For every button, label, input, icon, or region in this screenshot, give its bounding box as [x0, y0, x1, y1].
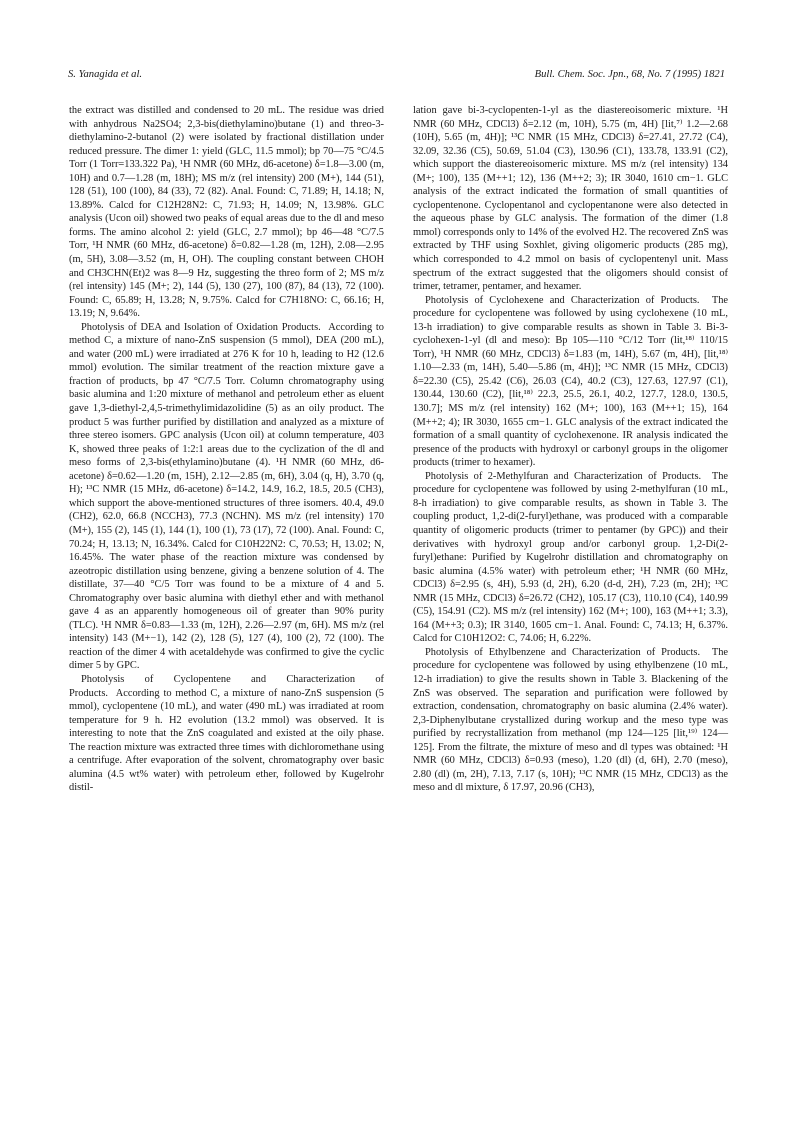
section-heading: Photolysis of DEA and Isolation of Oxidation Products. [81, 321, 321, 333]
left-column [69, 104, 384, 795]
paragraph [69, 104, 384, 321]
section-heading: Photolysis of Cyclopentene and Characterization of Products. [69, 673, 384, 699]
section-heading: Photolysis of Cyclohexene and Characterization of Products. [425, 294, 700, 306]
section [413, 470, 728, 646]
paragraph [413, 104, 728, 294]
section [69, 321, 384, 673]
paragraph-text: the extract was distilled and condensed to 20 mL. The residue was dried with anhydrous Na2SO4; 2,3-bis(diethylamino)butane (1) and threo-3-diethylamino-2-butanol (2) were isolated by fractional distillation under reduced pressure. The dimer 1: yield (GLC, 11.5 mmol); bp 70—75 °C/4.5 Torr (1 Torr=133.322 Pa), ¹H NMR (60 MHz, d6-acetone) δ=1.8—3.00 (m, 10H) and 0.7—1.28 (m, 18H); MS m/z (rel intensity) 200 (M+), 144 (51), 128 (51), 100 (100), 84 (33), 72 (82). Anal. Found: C, 71.89; H, 14.18; N, 13.89%. Calcd for C12H28N2: C, 71.93; H, 14.09; N, 13.98%. GLC analysis (Ucon oil) showed two peaks of equal areas due to the dl and meso forms. The amino alcohol 2: yield (GLC, 2.7 mmol); bp 46—48 °C/7.5 Torr, ¹H NMR (60 MHz, d6-acetone) δ=0.82—1.28 (m, 12H), 2.08—2.95 (m, 5H), 3.08—3.52 (m, H, OH). The coupling constant between CHOH and CH3CHN(Et)2 was 8—9 Hz, suggesting the threo form of 2; MS m/z (rel intensity) 145 (M+; 2), 144 (5), 130 (27), 100 (87), 84 (13), 72 (100). Found: C, 65.89; H, 13.28; N, 9.75%. Calcd for C7H18NO: C, 66.16; H, 13.19; N, 9.64%. [69, 105, 384, 320]
header-journal: Bull. Chem. Soc. Jpn., 68, No. 7 (1995) 1821 [534, 69, 725, 80]
section-text: According to method C, a mixture of nano-ZnS suspension (5 mmol), DEA (200 mL), and water (200 mL) were irradiated at 276 K for 10 h, leading to H2 (12.6 mmol) evolution. The similar treatment of the reaction mixture gave a fraction of products, bp 47 °C/7.5 Torr. Column chromatography using basic alumina and 1:20 mixture of methanol and petroleum ether as eluent gave 1,3-diethyl-2,4,5-trimethylimidazolidine (5) as an oily product. The product 5 was further purified by distillation and analyzed as a mixture of three stereo isomers. GPC analysis (Ucon oil) at column temperature, 403 K, showed three peaks of 1:2:1 areas due to the cyclization of the dl and meso forms of 2,3-bis(ethylamino)butane (4). ¹H NMR (60 MHz, d6-acetone) δ=0.62—1.20 (m, 15H), 2.12—2.85 (m, 6H), 3.04 (q, H), 3.70 (q, H); ¹³C NMR (15 MHz, d6-acetone) δ=14.2, 14.9, 16.2, 18.5, 20.5 (CH3), which support the above-mentioned structures of three isomers. 40.4, 49.0 (CH2), 62.0, 66.8 (NCCH3), 77.3 (NCHN). MS m/z (rel intensity) 170 (M+), 155 (2), 145 (1), 144 (1), 100 (1), 73 (17), 72 (100). Anal. Found: C, 70.24; H, 13.13; N, 16.34%. Calcd for C10H22N2: C, 70.53; H, 13.02; N, 16.45%. The water phase of the reaction mixture was condensed by azeotropic distillation using benzene, giving a benzene solution of 4. The distillate, 37—40 °C/5 Torr was found to be a mixture of 4 and 5. Chromatography over basic alumina with diethyl ether and with methanol gave 4 as an apparently homogeneous oil of greater than 90% purity (TLC). ¹H NMR δ=0.83—1.33 (m, 12H), 2.26—2.97 (m, 6H). MS m/z (rel intensity) 143 (M+−1), 142 (2), 128 (5), 127 (4), 100 (2), 72 (100). The reaction of the dimer 4 with acetaldehyde was confirmed to give the cyclic dimer 5 by GPC. [69, 321, 384, 672]
paragraph-text: lation gave bi-3-cyclopenten-1-yl as the diastereoisomeric mixture. ¹H NMR (60 MHz, CDCl3) δ=2.12 (m, 10H), 5.75 (m, 4H) [lit,⁷⁾ 1.2—2.68 (10H), 5.65 (m, 4H)]; ¹³C NMR (15 MHz, CDCl3) δ=27.41, 27.72 (C4), 32.09, 32.36 (C5), 50.69, 51.04 (C3), 130.96 (C1), 133.78, 133.91 (C2), which support the diastereoisomeric mixture. MS m/z (rel intensity) 134 (M+; 100), 135 (M++1; 12), 136 (M++2; 3); IR 3040, 1610 cm−1. GLC analysis of the extract indicated the formation of small quantities of cyclopentenone. Cyclopentanol and cyclopentanone were also detected in the aqueous phase by GLC analysis. The formation of the dimer (1.8 mmol) corresponds only to 14% of the evolved H2. The recovered ZnS was extracted by THF using Soxhlet, giving oligomeric products (285 mg), which corresponded to 4.2 mmol on basis of cyclopentenyl unit. Mass spectrum of the extract suggested that the oligomers should consist of trimer, tetramer, pentamer, and hexamer. [413, 105, 728, 293]
section [413, 294, 728, 470]
section-text: The procedure for cyclopentene was followed by using cyclohexene (10 mL, 13-h irradiation) to give comparable results as shown in Table 3. Bi-3-cyclohexen-1-yl (dl and meso): Bp 105—110 °C/12 Torr (lit,¹⁸⁾ 110/15 Torr), ¹H NMR (60 MHz, CDCl3) δ=1.83 (m, 14H), 5.67 (m, 4H), [lit,¹⁸⁾ 1.10—2.33 (m, 14H), 5.40—5.86 (m, 4H)]; ¹³C NMR (15 MHz, CDCl3) δ=22.30 (C5), 25.42 (C6), 26.03 (C4), 40.2 (C3), 127.63, 127.97 (C1), 130.44, 130.60 (C2), [lit,¹⁸⁾ 22.3, 25.5, 26.1, 40.2, 127.7, 128.0, 130.5, 130.7]; MS m/z (rel intensity) 162 (M+; 100), 163 (M++1; 15), 164 (M++2; 4); IR 3030, 1655 cm−1. GLC analysis of the extract indicated the formation of a small quantity of cyclohexenone. IR analysis indicated the presence of the products with hydroxyl or carbonyl groups in the oligomer products (trimer to hexamer). [413, 294, 728, 469]
section-text: The procedure for cyclopentene was followed by using 2-methylfuran (10 mL, 8-h irradiation) to give comparable results, as shown in Table 3. The coupling product, 1,2-di(2-furyl)ethane, was produced with a comparable quantity of oligomeric products (trimer to pentamer (by GPC)) and their derivatives with hydroxyl group and/or carbonyl group. 1,2-Di(2-furyl)ethane: Purified by Kugelrohr distillation and chromatography on basic alumina (4.5% water) with petroleum ether; ¹H NMR (60 MHz, CDCl3) δ=2.95 (s, 4H), 5.93 (d, 2H), 6.20 (d-d, 2H), 7.23 (m, 2H); ¹³C NMR (15 MHz, CDCl3) δ=26.72 (CH2), 105.17 (C3), 110.10 (C4), 140.99 (C5), 154.91 (C2). MS m/z (rel intensity) 162 (M+; 100), 163 (M++1; 3.3), 164 (M++3; 0.3); IR 3140, 1605 cm−1. Anal. Found: C, 74.13; H, 6.37%. Calcd for C10H12O2: C, 74.06; H, 6.22%. [413, 470, 728, 645]
section-heading: Photolysis of Ethylbenzene and Characterization of Products. [425, 646, 701, 658]
section [69, 673, 384, 795]
right-column [413, 104, 728, 795]
running-header [68, 69, 725, 85]
section [413, 646, 728, 795]
section-heading: Photolysis of 2-Methylfuran and Characterization of Products. [425, 470, 702, 482]
header-authors: S. Yanagida et al. [68, 69, 143, 80]
section-text: According to method C, a mixture of nano-ZnS suspension (5 mmol), cyclopentene (10 mL), and water (490 mL) was irradiated at room temperature for 9 h. H2 evolution (13.2 mmol) was observed. It is interesting to note that the ZnS coagulated and existed at the oily phase. The reaction mixture was extracted three times with dichloromethane using a centrifuge. After evaporation of the solvent, chromatography over basic alumina (4.5 wt% water) with petroleum ether, followed by Kugelrohr distil- [69, 687, 384, 794]
section-text: The procedure for cyclopentene was followed by using ethylbenzene (10 mL, 12-h irradiation) to give the results shown in Table 3. Blackening of the ZnS was observed. The separation and purification were followed by extraction, condensation, chromatography on basic alumina (2.4% water). 2,3-Diphenylbutane crystallized during workup and the meso type was purified by recrystallization from methanol (mp 124—125 [lit,¹⁹⁾ 124—125]. From the filtrate, the mixture of meso and dl types was obtained: ¹H NMR (60 MHz, CDCl3) δ=0.93 (meso), 1.20 (dl) (d, 6H), 2.70 (meso), 2.80 (dl) (m, 2H), 7.13, 7.17 (s, 10H); ¹³C NMR (15 MHz, CDCl3) as the meso and dl mixture, δ 17.97, 20.96 (CH3), [413, 646, 728, 794]
